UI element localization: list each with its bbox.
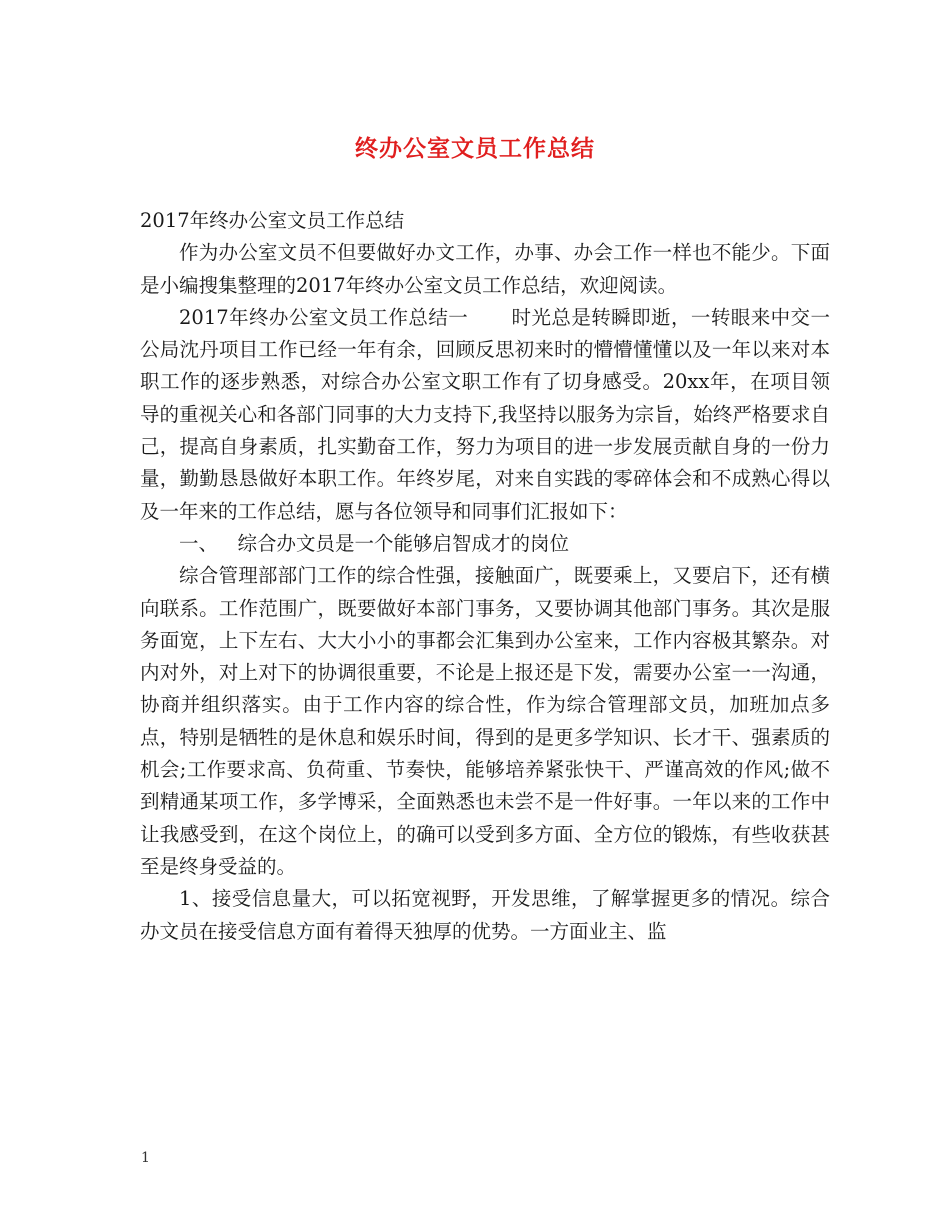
item-one-paragraph: 1、接受信息量大，可以拓宽视野，开发思维，了解掌握更多的情况。综合办文员在接受信息方面有着得天独厚的优势。一方面业主、监: [140, 887, 830, 943]
section-one-title: 综合办文员是一个能够启智成才的岗位: [237, 531, 570, 555]
document-subtitle: 2017年终办公室文员工作总结: [140, 209, 405, 232]
section-one-number: 一、: [179, 531, 219, 555]
document-title: 终办公室文员工作总结: [355, 135, 595, 162]
page-number: 1: [141, 1150, 150, 1166]
summary-one-heading: 2017年终办公室文员工作总结一: [179, 305, 469, 329]
section-one-heading: [140, 528, 830, 560]
document-body: [140, 205, 830, 948]
intro-paragraph: 作为办公室文员不但要做好办文工作，办事、办会工作一样也不能少。下面是小编搜集整理的2017年终办公室文员工作总结，欢迎阅读。: [140, 241, 830, 297]
summary-one-paragraph: [140, 302, 830, 528]
section-one-paragraph: 综合管理部部门工作的综合性强，接触面广，既要乘上，又要启下，还有横向联系。工作范围广，既要做好本部门事务，又要协调其他部门事务。其次是服务面宽，上下左右、大大小小的事都会汇集到办公室来，工作内容极其繁杂。对内对外，对上对下的协调很重要，不论是上报还是下发，需要办公室一一沟通，协商并组织落实。由于工作内容的综合性，作为综合管理部文员，加班加点多点，特别是牺牲的是休息和娱乐时间，得到的是更多学知识、长才干、强素质的机会;工作要求高、负荷重、节奏快，能够培养紧张快干、严谨高效的作风;做不到精通某项工作，多学博采，全面熟悉也未尝不是一件好事。一年以来的工作中让我感受到，在这个岗位上，的确可以受到多方面、全方位的锻炼，有些收获甚至是终身受益的。: [140, 564, 830, 878]
summary-one-text: 时光总是转瞬即逝，一转眼来中交一公局沈丹项目工作已经一年有余，回顾反思初来时的懵懵懂懂以及一年以来对本职工作的逐步熟悉，对综合办公室文职工作有了切身感受。20xx年，在项目领导的重视关心和各部门同事的大力支持下,我坚持以服务为宗旨，始终严格要求自己，提高自身素质，扎实勤奋工作，努力为项目的进一步发展贡献自身的一份力量，勤勤恳恳做好本职工作。年终岁尾，对来自实践的零碎体会和不成熟心得以及一年来的工作总结，愿与各位领导和同事们汇报如下：: [140, 305, 830, 523]
